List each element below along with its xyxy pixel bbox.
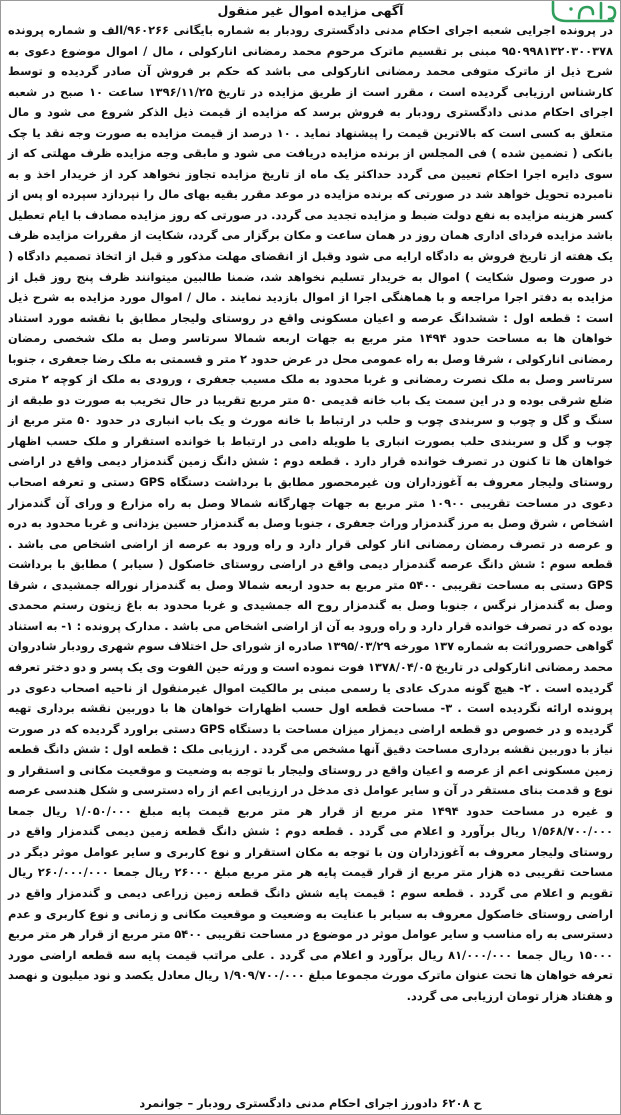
notice-body: در پرونده اجرایی شعبه اجرای احکام مدنی دادگستری رودبار به شماره بایگانی ۹۶۰۲۶۶/الف و شماره پرونده ۹۵۰۹۹۸۱۳۲۰۳۰۰۳۷۸ مبنی بر تقسیم ماترک مرحوم محمد رمضانی انارکولی ، مال / اموال موضوع دعوی به شرح ذیل از ماترک متوفی محمد رمضانی انارکولی می باشد که حکم بر فروش آن صادر گردیده و توسط کارشناس ارزیابی گردیده است ، مقرر است از طریق مزایده در تاریخ ۱۳۹۶/۱۱/۲۵ ساعت ۱۰ صبح در شعبه اجرای احکام مدنی دادگستری رودبار به فروش برسد که مزایده از قیمت ذیل الذکر شروع می شود و مال متعلق به کسی است که بالاترین قیمت را پیشنهاد نماید . ۱۰ درصد از قیمت مزایده به صورت وجه نقد یا چک بانکی ( تضمین شده ) فی المجلس از برنده مزایده دریافت می شود و مابقی وجه مزایده ظرف مهلتی که از سوی دایره اجرا احکام تعیین می گردد حداکثر یک ماه از تاریخ مزایده تجاوز نخواهد کرد از خریدار اخذ و به نامبرده تحویل خواهد شد در صورتی که برنده مزایده در موعد مقرر بقیه بهای مال را نپردازد سپرده او پس از کسر هزینه مزایده به نفع دولت ضبط و مزایده تجدید می گردد. در صورتی که روز مزایده مصادف با ایام تعطیل باشد مزایده فردای اداری همان روز در همان ساعت و مکان برگزار می گردد، شکایت از مقررات مزایده ظرف یک هفته از تاریخ فروش به دادگاه ارایه می شود وقبل از انقضای مهلت مذکور و قبل از اتخاذ تصمیم دادگاه ( در صورت وصول شکایت ) اموال به خریدار تسلیم نخواهد شد، ضمنا طالبین میتوانند ظرف پنج روز قبل از مزایده به دفتر اجرا مراجعه و با هماهنگی اجرا از اموال بازدید نمایند . مال / اموال مورد مزایده به شرح ذیل است : قطعه اول : ششدانگ عرصه و اعیان مسکونی واقع در روستای ولیجار مطابق با نقشه مورد استناد خواهان ها به مساحت حدود ۱۴۹۴ متر مربع به جهات اربعه شمالا سرتاسر وصل به ملک شخصی رمضان رمضانی انارکولی ، شرقا وصل به راه عمومی محل در عرض حدود ۲ متر و قسمتی به ملک رضا جعفری ، جنوبا سرتاسر وصل به ملک نصرت رمضانی و غربا محدود به ملک مسیب جعفری ، ورودی به ملک از کوچه ۲ متری ضلع شرقی بوده و در این سمت یک باب خانه قدیمی ۵۰ متر مربع تقریبا در حال تخریب به صورت دو طبقه از سنگ و گل و چوب و سربندی چوب و حلب در ارتباط با خانه مورث و یک باب انباری در حدود ۵۰ متر مربع از چوب و گل و سربندی حلب بصورت انباری یا طویله دامی در ارتباط با خوانده استقرار و ملک حسب اظهار خواهان ها تا کنون در تصرف خوانده قرار دارد . قطعه دوم : شش دانگ زمین گندمزار دیمی واقع در اراضی روستای ولیجار معروف به آغوزداران ون غیرمحصور مطابق با برداشت دستگاه GPS دستی و تعرفه اصحاب دعوی در مساحت تقریبی ۱۰۹۰۰ متر مربع به جهات چهارگانه شمالا وصل به راه مزارع و ورای آن گندمزار اشخاص ، شرق وصل به مرز گندمزار وراث جعفری ، جنوبا وصل به گندمزار حسین یزدانی و غربا محدود به دره و عرصه در تصرف رمضان رمضانی انار کولی قرار دارد و راه ورود به عرصه از اراضی اشخاص می باشد . قطعه سوم : شش دانگ عرصه گندمزار دیمی واقع در اراضی روستای خاصکول ( سیابر ) مطابق با برداشت GPS دستی به مساحت تقریبی ۵۴۰۰ متر مربع به حدود اربعه شمالا وصل به گندمزار نوراله جمشیدی ، شرقا وصل به گندمزار نرگس ، جنوبا وصل به گندمزار روح اله جمشیدی و غربا محدود به باغ زیتون رستم محمدی بوده که در تصرف خوانده قرار دارد و راه ورود به آن از اراضی اشخاص می باشد . مدارک پرونده : ۱- به استناد گواهی حصروراثت به شماره ۱۳۷ مورخه ۱۳۹۵/۰۳/۲۹ صادره از شورای حل اختلاف سوم شهری رودبار شادروان محمد رمضانی انارکولی در تاریخ ۱۳۷۸/۰۴/۰۵ فوت نموده است و ورثه حین الفوت وی یک پسر و دو دختر تعرفه گردیده است . ۲- هیچ گونه مدرک عادی یا رسمی مبنی بر مالکیت اموال غیرمنقول از ناحیه اصحاب دعوی در پرونده ارائه نگردیده است . ۳- مساحت قطعه اول حسب اظهارات خواهان ها با دوربین نقشه برداری تهیه گردیده و در خصوص دو قطعه اراضی دیمزار میزان مساحت با دستگاه GPS دستی براورد گردیده که در صورت نیاز با دوربین نقشه برداری مساحت دقیق آنها مشخص می گردد . ارزیابی ملک : قطعه اول : شش دانگ قطعه زمین مسکونی اعم از عرصه و اعیان واقع در روستای ولیجار با توجه به وضعیت و موقعیت مکانی و استقرار و نوع و قدمت بنای مستقر در آن و سایر عوامل ذی مدخل در ارزیابی اعم از راه دسترسی و شکل هندسی عرصه و غیره در مساحت حدود ۱۴۹۴ متر مربع از قرار هر متر مربع قیمت پایه مبلغ ۱/۰۵۰/۰۰۰ ریال جمعا ۱/۵۶۸/۷۰۰/۰۰۰ ریال برآورد و اعلام می گردد . قطعه دوم : شش دانگ قطعه زمین دیمی گندمزار واقع در روستای ولیجار معروف به آغوزداران ون با توجه به مکان استقرار و نوع کاربری و سایر عوامل موثر دیگر در مساحت تقریبی ده هزار متر مربع از قرار قیمت پایه هر متر مربع مبلغ ۲۶۰۰۰ ریال جمعا ۲۶۰/۰۰۰/۰۰۰ ریال تقویم و اعلام می گردد . قطعه سوم : قیمت پایه شش دانگ قطعه زمین زراعی دیمی و گندمزار واقع در اراضی روستای خاصکول معروف به سیابر با عنایت به وضعیت و موقعیت مکانی و زمانی و نوع کاربری و عدم دسترسی به راه مناسب و سایر عوامل موثر در موضوع در مساحت تقریبی ۵۴۰۰ متر مربع از قرار هر متر مربع ۱۵۰۰۰ ریال جمعا ۸۱/۰۰۰/۰۰۰ ریال برآورد و اعلام می گردد . علی مراتب قیمت پایه سه قطعه اراضی مورد تعرفه خواهان ها تحت عنوان ماترک مورث مجموعا مبلغ ۱/۹۰۹/۷۰۰/۰۰۰ ریال معادل یکصد و نود میلیون و نهصد و هفتاد هزار تومان ارزیابی می گردد. (7, 23, 614, 1003)
notice-title: آگهی مزایده اموال غیر منقول (217, 3, 404, 18)
notice-footer-signature: ح ۶۲۰۸ دادورز اجرای احکام مدنی دادگستری رودبار – جوانمرد (139, 1096, 482, 1110)
